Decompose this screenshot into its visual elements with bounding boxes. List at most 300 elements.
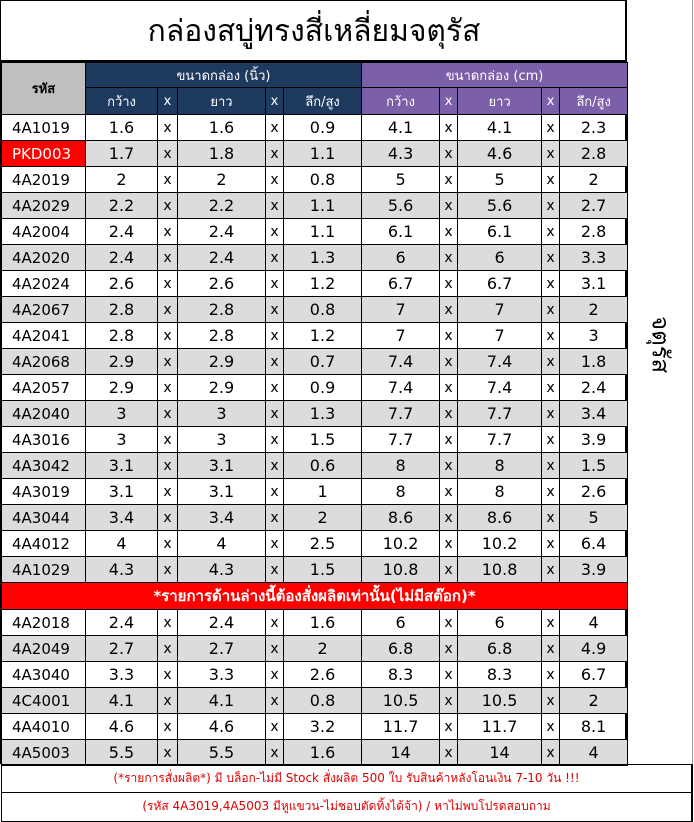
header-depth-inch: ลึก/สูง xyxy=(284,88,362,115)
sep-x: x xyxy=(158,375,178,401)
width-cm: 6.8 xyxy=(362,636,440,662)
depth-cm: 3.4 xyxy=(560,401,628,427)
width-inch: 3.1 xyxy=(86,479,158,505)
sep-x: x xyxy=(542,557,560,583)
depth-cm: 3.1 xyxy=(560,271,628,297)
row-code: 4A2004 xyxy=(2,219,86,245)
row-code: 4A1019 xyxy=(2,115,86,141)
width-cm: 7.4 xyxy=(362,375,440,401)
sep-x: x xyxy=(440,688,458,714)
width-cm: 8 xyxy=(362,453,440,479)
length-cm: 10.2 xyxy=(458,531,542,557)
sep-x: x xyxy=(266,271,284,297)
sep-x: x xyxy=(542,193,560,219)
header-x: x xyxy=(542,88,560,115)
table-row xyxy=(2,662,628,688)
length-inch: 2.8 xyxy=(178,297,266,323)
width-cm: 4.1 xyxy=(362,115,440,141)
depth-cm: 6.4 xyxy=(560,531,628,557)
depth-inch: 0.6 xyxy=(284,453,362,479)
width-inch: 2 xyxy=(86,167,158,193)
width-inch: 1.7 xyxy=(86,141,158,167)
table-row xyxy=(2,636,628,662)
depth-cm: 2 xyxy=(560,297,628,323)
width-inch: 4.3 xyxy=(86,557,158,583)
length-cm: 14 xyxy=(458,740,542,766)
depth-cm: 3.9 xyxy=(560,427,628,453)
row-code: 4A2029 xyxy=(2,193,86,219)
depth-cm: 2.8 xyxy=(560,141,628,167)
sep-x: x xyxy=(158,297,178,323)
table-row xyxy=(2,297,628,323)
sep-x: x xyxy=(158,271,178,297)
length-inch: 5.5 xyxy=(178,740,266,766)
depth-cm: 4.9 xyxy=(560,636,628,662)
page-title: กล่องสบู่ทรงสี่เหลี่ยมจตุรัส xyxy=(1,0,627,62)
length-cm: 5.6 xyxy=(458,193,542,219)
width-cm: 5 xyxy=(362,167,440,193)
row-code: 4A3044 xyxy=(2,505,86,531)
depth-inch: 1.5 xyxy=(284,427,362,453)
length-cm: 6.7 xyxy=(458,271,542,297)
sep-x: x xyxy=(542,688,560,714)
length-inch: 2.6 xyxy=(178,271,266,297)
side-label: จตุรัส xyxy=(646,316,675,374)
notice-row xyxy=(2,583,628,610)
table-row xyxy=(2,375,628,401)
table-row xyxy=(2,740,628,766)
width-inch: 3 xyxy=(86,401,158,427)
sep-x: x xyxy=(542,141,560,167)
row-code: PKD003 xyxy=(2,141,86,167)
length-inch: 2.9 xyxy=(178,375,266,401)
header-code: รหัส xyxy=(2,63,86,115)
depth-inch: 1.3 xyxy=(284,401,362,427)
width-inch: 3 xyxy=(86,427,158,453)
row-code: 4A4010 xyxy=(2,714,86,740)
sep-x: x xyxy=(440,115,458,141)
depth-cm: 3.3 xyxy=(560,245,628,271)
width-inch: 1.6 xyxy=(86,115,158,141)
sep-x: x xyxy=(266,714,284,740)
sep-x: x xyxy=(158,427,178,453)
header-x: x xyxy=(266,88,284,115)
table-row xyxy=(2,401,628,427)
header-width-cm: กว้าง xyxy=(362,88,440,115)
sep-x: x xyxy=(266,115,284,141)
row-code: 4A2041 xyxy=(2,323,86,349)
size-table xyxy=(1,62,628,766)
sep-x: x xyxy=(158,479,178,505)
width-cm: 7.4 xyxy=(362,349,440,375)
row-code: 4A2019 xyxy=(2,167,86,193)
depth-cm: 2 xyxy=(560,688,628,714)
depth-inch: 1 xyxy=(284,479,362,505)
width-inch: 2.4 xyxy=(86,245,158,271)
width-inch: 3.4 xyxy=(86,505,158,531)
sep-x: x xyxy=(542,401,560,427)
table-row xyxy=(2,479,628,505)
depth-cm: 1.5 xyxy=(560,453,628,479)
length-inch: 2.4 xyxy=(178,219,266,245)
depth-cm: 3.9 xyxy=(560,557,628,583)
table-row xyxy=(2,323,628,349)
depth-inch: 2 xyxy=(284,636,362,662)
sep-x: x xyxy=(440,193,458,219)
header-length-cm: ยาว xyxy=(458,88,542,115)
sep-x: x xyxy=(542,297,560,323)
width-cm: 10.8 xyxy=(362,557,440,583)
sep-x: x xyxy=(266,740,284,766)
table-row xyxy=(2,141,628,167)
depth-inch: 0.7 xyxy=(284,349,362,375)
sep-x: x xyxy=(440,479,458,505)
sep-x: x xyxy=(158,245,178,271)
sep-x: x xyxy=(542,505,560,531)
depth-inch: 0.8 xyxy=(284,297,362,323)
sep-x: x xyxy=(440,557,458,583)
sep-x: x xyxy=(158,453,178,479)
header-x: x xyxy=(440,88,458,115)
sep-x: x xyxy=(266,401,284,427)
depth-cm: 6.7 xyxy=(560,662,628,688)
sep-x: x xyxy=(266,193,284,219)
row-code: 4A2020 xyxy=(2,245,86,271)
width-cm: 7.7 xyxy=(362,427,440,453)
sep-x: x xyxy=(440,167,458,193)
table-row xyxy=(2,557,628,583)
sep-x: x xyxy=(440,427,458,453)
width-inch: 4.1 xyxy=(86,688,158,714)
length-cm: 8.6 xyxy=(458,505,542,531)
sep-x: x xyxy=(542,115,560,141)
row-code: 4A3040 xyxy=(2,662,86,688)
length-inch: 4 xyxy=(178,531,266,557)
sep-x: x xyxy=(266,245,284,271)
width-cm: 10.2 xyxy=(362,531,440,557)
sep-x: x xyxy=(158,115,178,141)
row-code: 4A2068 xyxy=(2,349,86,375)
depth-cm: 2.8 xyxy=(560,219,628,245)
sep-x: x xyxy=(266,557,284,583)
table-row xyxy=(2,271,628,297)
footer-note-contact: (รหัส 4A3019,4A5003 มีหูแขวน-ไม่ชอบตัดทิ้งได้จ้า) / หาไม่พบโปรดสอบถาม xyxy=(1,793,693,822)
depth-inch: 2 xyxy=(284,505,362,531)
sep-x: x xyxy=(542,323,560,349)
length-cm: 6.1 xyxy=(458,219,542,245)
length-inch: 2.4 xyxy=(178,245,266,271)
width-inch: 2.6 xyxy=(86,271,158,297)
width-cm: 10.5 xyxy=(362,688,440,714)
sep-x: x xyxy=(266,479,284,505)
width-cm: 14 xyxy=(362,740,440,766)
sep-x: x xyxy=(542,167,560,193)
width-cm: 7 xyxy=(362,323,440,349)
width-inch: 2.9 xyxy=(86,375,158,401)
sep-x: x xyxy=(266,662,284,688)
length-cm: 8.3 xyxy=(458,662,542,688)
row-code: 4A2057 xyxy=(2,375,86,401)
length-cm: 7.7 xyxy=(458,427,542,453)
sep-x: x xyxy=(158,740,178,766)
sep-x: x xyxy=(158,505,178,531)
depth-cm: 2.6 xyxy=(560,479,628,505)
depth-inch: 0.9 xyxy=(284,115,362,141)
sep-x: x xyxy=(542,349,560,375)
sep-x: x xyxy=(266,427,284,453)
table-row xyxy=(2,219,628,245)
sep-x: x xyxy=(542,714,560,740)
sep-x: x xyxy=(158,349,178,375)
sep-x: x xyxy=(542,636,560,662)
width-inch: 3.1 xyxy=(86,453,158,479)
depth-cm: 5 xyxy=(560,505,628,531)
length-inch: 3 xyxy=(178,427,266,453)
width-cm: 8 xyxy=(362,479,440,505)
row-code: 4A2067 xyxy=(2,297,86,323)
table-row xyxy=(2,714,628,740)
row-code: 4A2049 xyxy=(2,636,86,662)
sep-x: x xyxy=(440,323,458,349)
sep-x: x xyxy=(266,688,284,714)
depth-cm: 3 xyxy=(560,323,628,349)
row-code: 4A2018 xyxy=(2,610,86,636)
sep-x: x xyxy=(440,401,458,427)
sep-x: x xyxy=(266,297,284,323)
depth-inch: 3.2 xyxy=(284,714,362,740)
sep-x: x xyxy=(158,531,178,557)
length-cm: 6 xyxy=(458,610,542,636)
sep-x: x xyxy=(266,349,284,375)
sep-x: x xyxy=(266,219,284,245)
depth-cm: 2 xyxy=(560,167,628,193)
sep-x: x xyxy=(542,740,560,766)
depth-inch: 1.2 xyxy=(284,323,362,349)
sep-x: x xyxy=(542,245,560,271)
sep-x: x xyxy=(266,636,284,662)
length-cm: 10.5 xyxy=(458,688,542,714)
sep-x: x xyxy=(542,375,560,401)
width-cm: 8.3 xyxy=(362,662,440,688)
length-cm: 8 xyxy=(458,453,542,479)
width-cm: 7 xyxy=(362,297,440,323)
width-inch: 2.8 xyxy=(86,297,158,323)
header-depth-cm: ลึก/สูง xyxy=(560,88,628,115)
sep-x: x xyxy=(158,714,178,740)
header-width-inch: กว้าง xyxy=(86,88,158,115)
row-code: 4A5003 xyxy=(2,740,86,766)
depth-inch: 0.8 xyxy=(284,688,362,714)
width-inch: 4 xyxy=(86,531,158,557)
length-inch: 3.1 xyxy=(178,479,266,505)
sep-x: x xyxy=(158,193,178,219)
length-cm: 10.8 xyxy=(458,557,542,583)
sep-x: x xyxy=(266,531,284,557)
sep-x: x xyxy=(440,714,458,740)
width-inch: 3.3 xyxy=(86,662,158,688)
row-code: 4A2040 xyxy=(2,401,86,427)
depth-cm: 8.1 xyxy=(560,714,628,740)
length-inch: 3.4 xyxy=(178,505,266,531)
sep-x: x xyxy=(266,610,284,636)
depth-inch: 1.5 xyxy=(284,557,362,583)
sep-x: x xyxy=(266,375,284,401)
sep-x: x xyxy=(440,662,458,688)
table-row xyxy=(2,505,628,531)
sep-x: x xyxy=(158,141,178,167)
sep-x: x xyxy=(542,662,560,688)
row-code: 4A4012 xyxy=(2,531,86,557)
length-inch: 3.3 xyxy=(178,662,266,688)
row-code: 4A3042 xyxy=(2,453,86,479)
depth-inch: 0.9 xyxy=(284,375,362,401)
sep-x: x xyxy=(158,167,178,193)
table-row xyxy=(2,115,628,141)
sep-x: x xyxy=(158,662,178,688)
sep-x: x xyxy=(266,141,284,167)
table-row xyxy=(2,531,628,557)
depth-cm: 2.7 xyxy=(560,193,628,219)
depth-inch: 1.1 xyxy=(284,219,362,245)
row-code: 4C4001 xyxy=(2,688,86,714)
footer-note-order: (*รายการสั่งผลิต*) มี บล็อก-ไม่มี Stock สั่งผลิต 500 ใบ รับสินค้าหลังโอนเงิน 7-10 วัน !!! xyxy=(1,764,693,793)
length-inch: 1.8 xyxy=(178,141,266,167)
sep-x: x xyxy=(440,349,458,375)
length-cm: 6.8 xyxy=(458,636,542,662)
length-inch: 1.6 xyxy=(178,115,266,141)
table-row xyxy=(2,688,628,714)
sep-x: x xyxy=(440,271,458,297)
width-cm: 6.1 xyxy=(362,219,440,245)
sep-x: x xyxy=(440,531,458,557)
width-inch: 2.2 xyxy=(86,193,158,219)
width-cm: 4.3 xyxy=(362,141,440,167)
table-row xyxy=(2,193,628,219)
length-inch: 3.1 xyxy=(178,453,266,479)
header-group-cm: ขนาดกล่อง (cm) xyxy=(362,63,628,88)
depth-inch: 0.8 xyxy=(284,167,362,193)
sep-x: x xyxy=(440,297,458,323)
width-cm: 6 xyxy=(362,610,440,636)
length-cm: 6 xyxy=(458,245,542,271)
sep-x: x xyxy=(440,636,458,662)
table-row xyxy=(2,167,628,193)
width-inch: 2.4 xyxy=(86,610,158,636)
length-inch: 2.7 xyxy=(178,636,266,662)
length-cm: 7.4 xyxy=(458,349,542,375)
length-cm: 8 xyxy=(458,479,542,505)
sep-x: x xyxy=(158,323,178,349)
width-inch: 4.6 xyxy=(86,714,158,740)
sep-x: x xyxy=(440,245,458,271)
depth-inch: 2.5 xyxy=(284,531,362,557)
sep-x: x xyxy=(440,219,458,245)
width-cm: 6.7 xyxy=(362,271,440,297)
sep-x: x xyxy=(542,531,560,557)
depth-inch: 1.1 xyxy=(284,141,362,167)
made-to-order-notice: *รายการด้านล่างนี้ต้องสั่งผลิตเท่านั้น(ไม่มีสต๊อก)* xyxy=(2,583,628,610)
length-cm: 7 xyxy=(458,297,542,323)
width-inch: 2.7 xyxy=(86,636,158,662)
depth-inch: 1.6 xyxy=(284,740,362,766)
header-x: x xyxy=(158,88,178,115)
length-inch: 2.9 xyxy=(178,349,266,375)
sep-x: x xyxy=(440,610,458,636)
width-cm: 7.7 xyxy=(362,401,440,427)
depth-inch: 1.2 xyxy=(284,271,362,297)
length-inch: 2.4 xyxy=(178,610,266,636)
depth-cm: 2.4 xyxy=(560,375,628,401)
row-code: 4A3016 xyxy=(2,427,86,453)
length-cm: 7.7 xyxy=(458,401,542,427)
depth-inch: 1.3 xyxy=(284,245,362,271)
sep-x: x xyxy=(440,141,458,167)
depth-inch: 1.1 xyxy=(284,193,362,219)
width-inch: 2.8 xyxy=(86,323,158,349)
sep-x: x xyxy=(542,427,560,453)
length-inch: 4.3 xyxy=(178,557,266,583)
sep-x: x xyxy=(542,271,560,297)
table-row xyxy=(2,349,628,375)
sep-x: x xyxy=(440,740,458,766)
length-inch: 4.1 xyxy=(178,688,266,714)
row-code: 4A3019 xyxy=(2,479,86,505)
table-row xyxy=(2,453,628,479)
sep-x: x xyxy=(542,453,560,479)
depth-cm: 1.8 xyxy=(560,349,628,375)
depth-inch: 1.6 xyxy=(284,610,362,636)
width-cm: 8.6 xyxy=(362,505,440,531)
sep-x: x xyxy=(542,479,560,505)
length-cm: 11.7 xyxy=(458,714,542,740)
width-inch: 2.9 xyxy=(86,349,158,375)
width-inch: 2.4 xyxy=(86,219,158,245)
length-cm: 7 xyxy=(458,323,542,349)
depth-inch: 2.6 xyxy=(284,662,362,688)
sep-x: x xyxy=(440,375,458,401)
sep-x: x xyxy=(266,453,284,479)
sep-x: x xyxy=(266,505,284,531)
length-cm: 4.6 xyxy=(458,141,542,167)
width-cm: 5.6 xyxy=(362,193,440,219)
sep-x: x xyxy=(266,323,284,349)
sep-x: x xyxy=(158,401,178,427)
header-length-inch: ยาว xyxy=(178,88,266,115)
sep-x: x xyxy=(542,610,560,636)
length-inch: 2.8 xyxy=(178,323,266,349)
width-inch: 5.5 xyxy=(86,740,158,766)
depth-cm: 4 xyxy=(560,610,628,636)
width-cm: 11.7 xyxy=(362,714,440,740)
sep-x: x xyxy=(440,505,458,531)
sep-x: x xyxy=(158,688,178,714)
length-inch: 3 xyxy=(178,401,266,427)
sep-x: x xyxy=(266,167,284,193)
width-cm: 6 xyxy=(362,245,440,271)
table-row xyxy=(2,610,628,636)
depth-cm: 2.3 xyxy=(560,115,628,141)
length-cm: 7.4 xyxy=(458,375,542,401)
table-row xyxy=(2,427,628,453)
sep-x: x xyxy=(158,219,178,245)
row-code: 4A1029 xyxy=(2,557,86,583)
length-inch: 2.2 xyxy=(178,193,266,219)
length-inch: 2 xyxy=(178,167,266,193)
sep-x: x xyxy=(158,636,178,662)
right-border xyxy=(692,0,693,764)
length-inch: 4.6 xyxy=(178,714,266,740)
sep-x: x xyxy=(542,219,560,245)
